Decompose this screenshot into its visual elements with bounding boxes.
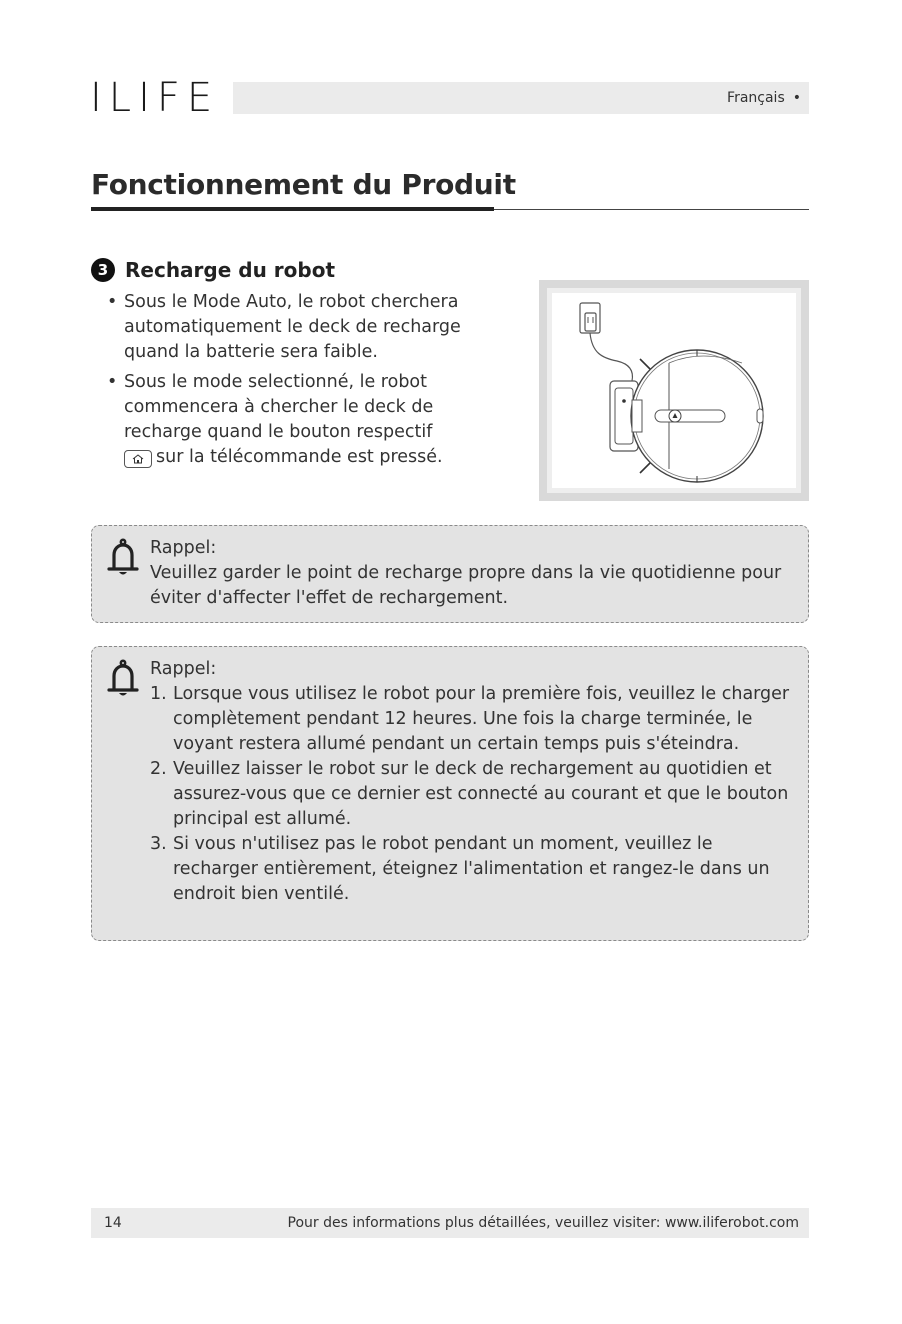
list-item (150, 682, 794, 757)
language-bar (233, 82, 809, 114)
bullet-text-tail: sur la télécommande est pressé. (156, 447, 443, 467)
footer-info: Pour des informations plus détaillées, veuillez visiter: www.iliferobot.com (287, 1215, 799, 1231)
language-label: Français (727, 90, 785, 106)
list-item (150, 757, 794, 832)
page-footer (91, 1208, 809, 1238)
section-heading (91, 258, 335, 282)
reminder-heading: Rappel: (150, 538, 217, 558)
reminder-list (150, 682, 794, 907)
reminder-box (91, 525, 809, 623)
instruction-list (107, 290, 507, 475)
docking-illustration-frame (539, 280, 809, 501)
section-number-badge: 3 (91, 258, 115, 282)
bell-icon (106, 659, 140, 703)
brand-logo: ILIFE (90, 75, 220, 121)
bell-icon (106, 538, 140, 582)
reminder-text: Veuillez garder le point de recharge propre dans la vie quotidienne pour éviter d'affecter l'effet de rechargement. (150, 563, 782, 608)
home-key-icon (124, 450, 152, 468)
page-title: Fonctionnement du Produit (91, 168, 516, 201)
item-number: 2. (150, 759, 167, 779)
robot-docking-illustration (547, 288, 801, 493)
bullet-text: Sous le mode selectionné, le robot commencera à chercher le deck de recharge quand le bouton respectif (124, 372, 434, 442)
item-number: 1. (150, 684, 167, 704)
list-item (107, 290, 507, 365)
reminder-box (91, 646, 809, 941)
title-rule (494, 209, 809, 210)
reminder-heading: Rappel: (150, 659, 217, 679)
section-title: Recharge du robot (125, 258, 335, 282)
title-underline (91, 207, 494, 211)
bullet-text: Sous le Mode Auto, le robot cherchera automatiquement le deck de recharge quand la batterie sera faible. (124, 292, 461, 362)
item-text: Si vous n'utilisez pas le robot pendant un moment, veuillez le recharger entièrement, éteignez l'alimentation et rangez-le dans un endroit bien ventilé. (173, 834, 770, 904)
language-marker: • (792, 90, 801, 106)
page-number: 14 (104, 1215, 122, 1231)
list-item (107, 370, 507, 470)
item-number: 3. (150, 834, 167, 854)
list-item (150, 832, 794, 907)
item-text: Veuillez laisser le robot sur le deck de rechargement au quotidien et assurez-vous que ce dernier est connecté au courant et que le bouton principal est allumé. (173, 759, 789, 829)
item-text: Lorsque vous utilisez le robot pour la première fois, veuillez le charger complètement pendant 12 heures. Une fois la charge terminée, le voyant restera allumé pendant un certain temps puis s'éteindra. (173, 684, 790, 754)
